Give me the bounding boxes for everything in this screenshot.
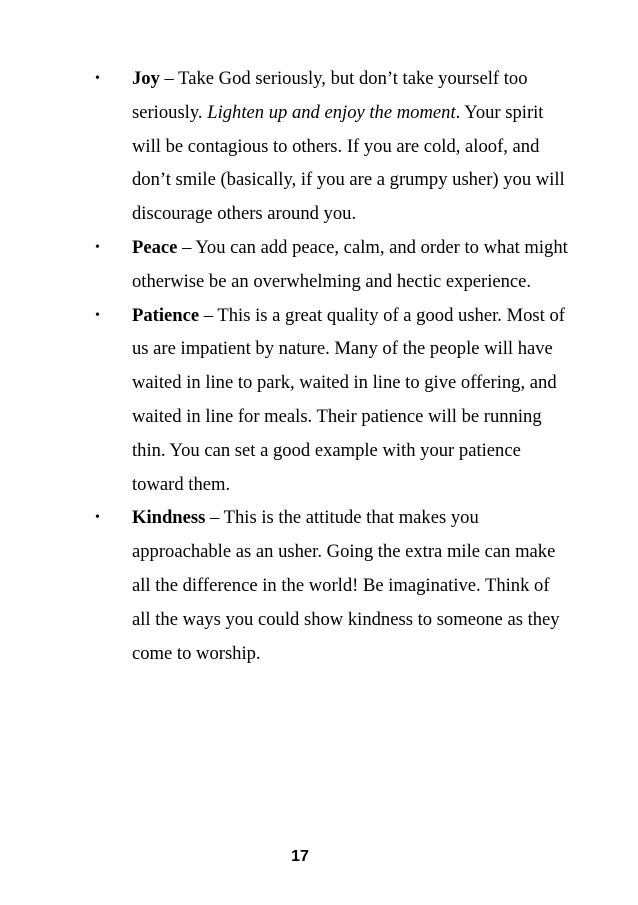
term-dash: – bbox=[199, 304, 218, 326]
list-item-joy bbox=[92, 62, 572, 231]
joy-text-start: Take God seriously, but don’t take yourself too seriously. bbox=[132, 68, 528, 123]
patience-text: This is a great quality of a good usher. Most of us are impatient by nature. Many of the people will have waited in line to park, waited in line to give offering, and waited in line for meals. Their patience will be running thin. You can set a good example with your patience toward them. bbox=[132, 304, 565, 495]
term-patience: Patience bbox=[132, 304, 200, 326]
term-peace: Peace bbox=[132, 236, 178, 258]
list-item-kindness bbox=[92, 501, 572, 670]
term-kindness: Kindness bbox=[132, 507, 206, 529]
bullet-icon: • bbox=[95, 239, 100, 255]
term-dash: – bbox=[177, 236, 196, 258]
term-dash: – bbox=[159, 68, 179, 89]
qualities-list bbox=[92, 62, 572, 670]
page-number: 17 bbox=[291, 848, 309, 865]
peace-text: You can add peace, calm, and order to what might otherwise be an overwhelming and hectic experience. bbox=[132, 236, 568, 292]
joy-text-end: . Your spirit will be contagious to others. If you are cold, aloof, and don’t smile (basically, if you are a grumpy usher) you will discourage others around you. bbox=[132, 101, 565, 225]
list-item-peace bbox=[92, 231, 572, 299]
kindness-text: This is the attitude that makes you approachable as an usher. Going the extra mile can make all the difference in the world! Be imaginative. Think of all the ways you could show kindness to someone as they come to worship. bbox=[132, 507, 560, 664]
bullet-icon: • bbox=[95, 71, 100, 86]
bullet-icon: • bbox=[95, 307, 100, 323]
term-dash: – bbox=[205, 507, 224, 529]
joy-italic-phrase: Lighten up and enjoy the moment bbox=[207, 101, 456, 123]
term-joy: Joy bbox=[132, 68, 160, 89]
list-item-patience bbox=[92, 299, 572, 502]
bullet-icon: • bbox=[95, 510, 100, 526]
